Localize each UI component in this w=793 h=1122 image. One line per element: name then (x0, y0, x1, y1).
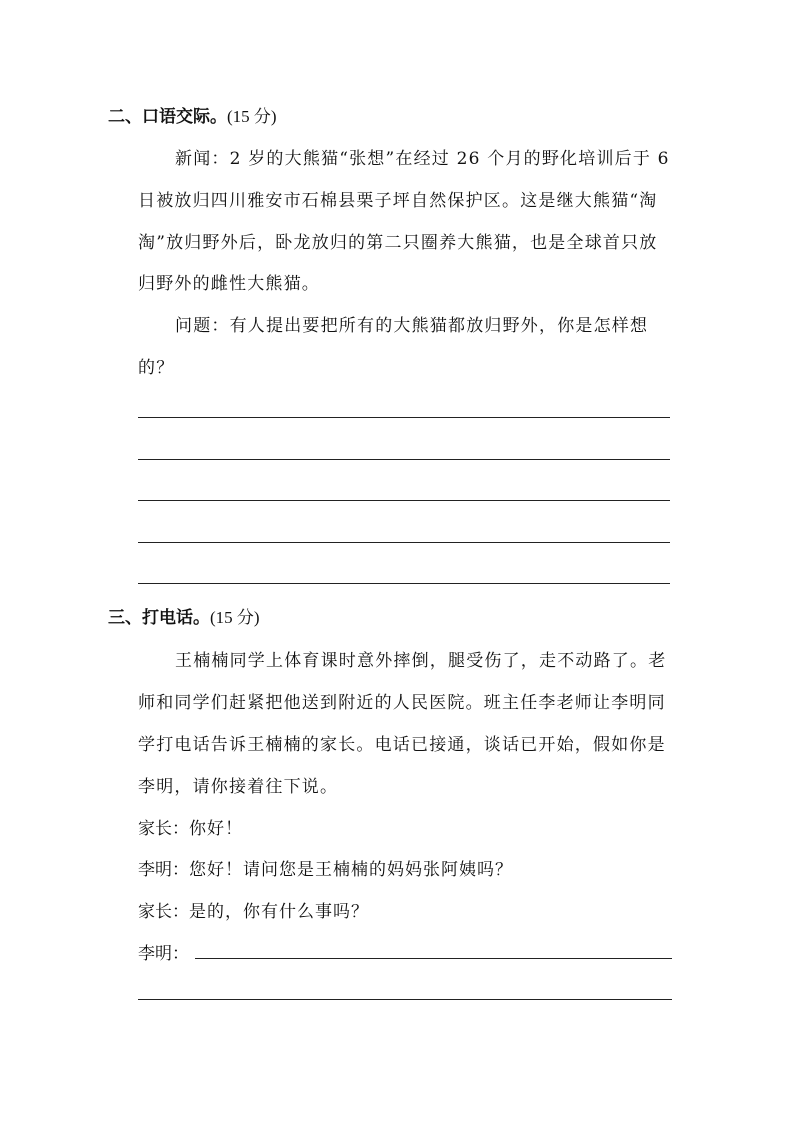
dialog-speaker: 李明： (138, 944, 189, 964)
question-line-1: 问题：有人提出要把所有的大熊猫都放归野外，你是怎样想 (175, 316, 649, 336)
dialog-speaker: 家长： (138, 902, 189, 922)
dialog-speaker: 家长： (138, 819, 189, 839)
answer-line-4[interactable] (138, 542, 670, 543)
section-3-score: (15 分) (210, 608, 260, 627)
phone-answer-line-2[interactable] (138, 999, 672, 1000)
news-line-4: 归野外的雌性大熊猫。 (138, 274, 320, 294)
phone-answer-line-1[interactable] (195, 958, 672, 959)
dialog-line-4 (138, 942, 189, 966)
dialog-line-2 (138, 858, 513, 882)
answer-line-1[interactable] (138, 417, 670, 418)
section-2-score: (15 分) (227, 107, 277, 126)
answer-line-3[interactable] (138, 500, 670, 501)
section-3-heading (108, 606, 260, 630)
news-line-3: 淘”放归野外后，卧龙放归的第二只圈养大熊猫，也是全球首只放 (138, 233, 658, 253)
dialog-text: 你好！ (189, 819, 243, 839)
question-line-2: 的？ (138, 358, 175, 378)
dialog-line-1 (138, 817, 243, 841)
section-3-number: 三、 (108, 608, 142, 628)
dialog-text: 是的，你有什么事吗？ (189, 902, 369, 922)
section-3-title: 打电话。 (142, 608, 210, 628)
news-line-2: 日被放归四川雅安市石棉县栗子坪自然保护区。这是继大熊猫“淘 (138, 191, 658, 211)
story-line-4: 李明，请你接着往下说。 (138, 777, 339, 797)
section-2-title: 口语交际。 (142, 107, 227, 127)
answer-line-2[interactable] (138, 459, 670, 460)
section-2-heading (108, 105, 277, 129)
dialog-text: 您好！请问您是王楠楠的妈妈张阿姨吗？ (189, 860, 513, 880)
dialog-line-3 (138, 900, 369, 924)
story-line-3: 学打电话告诉王楠楠的家长。电话已接通，谈话已开始，假如你是 (138, 735, 666, 755)
dialog-speaker: 李明： (138, 860, 189, 880)
story-line-2: 师和同学们赶紧把他送到附近的人民医院。班主任李老师让李明同 (138, 693, 666, 713)
section-2-number: 二、 (108, 107, 142, 127)
story-line-1: 王楠楠同学上体育课时意外摔倒，腿受伤了，走不动路了。老 (175, 651, 667, 671)
news-line-1: 新闻：2 岁的大熊猫“张想”在经过 26 个月的野化培训后于 6 (175, 149, 670, 169)
answer-line-5[interactable] (138, 583, 670, 584)
